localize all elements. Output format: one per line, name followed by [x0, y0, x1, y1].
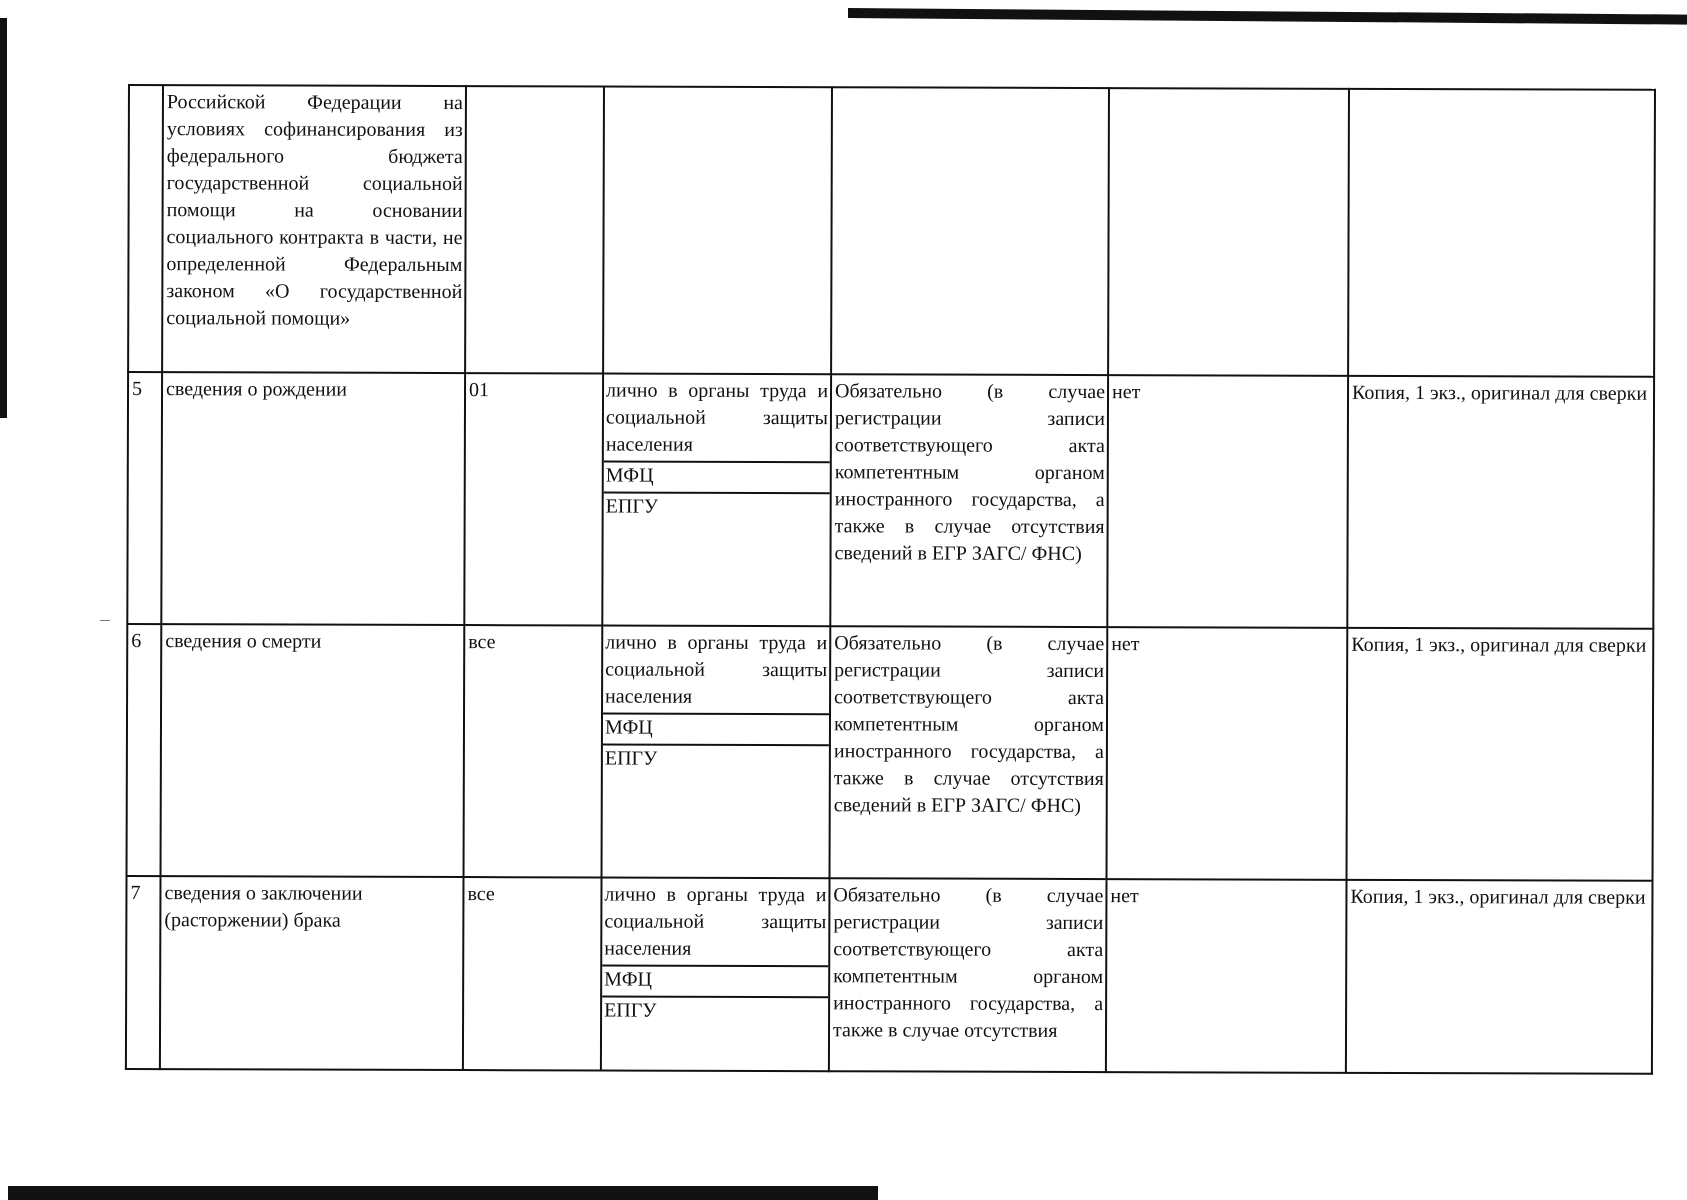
extra-condition: нет	[1107, 375, 1348, 628]
channel-in-person: лично в органы труда и социальной защиты населения	[602, 878, 828, 967]
submission-channels	[602, 373, 831, 626]
scan-speck	[100, 620, 110, 621]
channel-epgu: ЕПГУ	[604, 999, 657, 1022]
requirement: Обязательно (в случае регистрации записи соответствующего акта компетентным органом иностранного государства, а также в случае отсутствия	[829, 878, 1107, 1072]
scan-edge-bottom	[8, 1186, 878, 1200]
extra-condition	[1108, 88, 1349, 376]
row-number: 5	[127, 372, 162, 624]
category-code: 01	[464, 373, 603, 625]
scan-edge-left	[0, 18, 7, 418]
document-name: Российской Федерации на условиях софинансирования из федерального бюджета государственной социальной помощи на основании социального контракта в части, не определенной Федеральным законом «О государственной социальной помощи»	[162, 85, 466, 373]
category-code: все	[463, 877, 602, 1070]
category-code	[465, 86, 604, 373]
table-row	[127, 372, 1654, 629]
document-form: Копия, 1 экз., оригинал для сверки	[1347, 628, 1654, 881]
requirement: Обязательно (в случае регистрации записи соответствующего акта компетентным органом иностранного государства, а также в случае отсутствия сведений в ЕГР ЗАГС/ ФНС)	[830, 374, 1108, 627]
document-form	[1348, 89, 1655, 377]
document-form: Копия, 1 экз., оригинал для сверки	[1347, 376, 1654, 629]
document-name: сведения о заключении (расторжении) брака	[160, 876, 464, 1070]
table-row	[126, 876, 1653, 1074]
document-name: сведения о смерти	[161, 624, 465, 877]
extra-condition: нет	[1106, 879, 1347, 1073]
documents-table	[125, 84, 1656, 1075]
channel-epgu: ЕПГУ	[605, 495, 659, 518]
extra-condition: нет	[1107, 627, 1348, 880]
submission-channels	[603, 86, 832, 374]
channel-in-person: лично в органы труда и социальной защиты населения	[604, 374, 830, 463]
channel-epgu: ЕПГУ	[604, 747, 658, 770]
table-row	[127, 624, 1654, 881]
row-number: 6	[127, 624, 162, 876]
channel-mfc: МФЦ	[604, 462, 830, 494]
requirement: Обязательно (в случае регистрации записи соответствующего акта компетентным органом иностранного государства, а также в случае отсутствия сведений в ЕГР ЗАГС/ ФНС)	[830, 626, 1108, 879]
document-page	[125, 84, 1656, 1075]
submission-channels	[602, 625, 831, 878]
row-number	[128, 85, 163, 372]
channel-mfc: МФЦ	[602, 966, 828, 998]
table-row	[128, 85, 1655, 377]
document-form: Копия, 1 экз., оригинал для сверки	[1346, 880, 1653, 1074]
submission-channels	[601, 877, 830, 1071]
requirement	[831, 87, 1109, 375]
channel-in-person: лично в органы труда и социальной защиты населения	[603, 626, 829, 715]
row-number: 7	[126, 876, 161, 1069]
scan-edge-top	[848, 8, 1687, 25]
category-code: все	[464, 625, 603, 877]
channel-mfc: МФЦ	[603, 714, 829, 746]
document-name: сведения о рождении	[161, 372, 465, 625]
